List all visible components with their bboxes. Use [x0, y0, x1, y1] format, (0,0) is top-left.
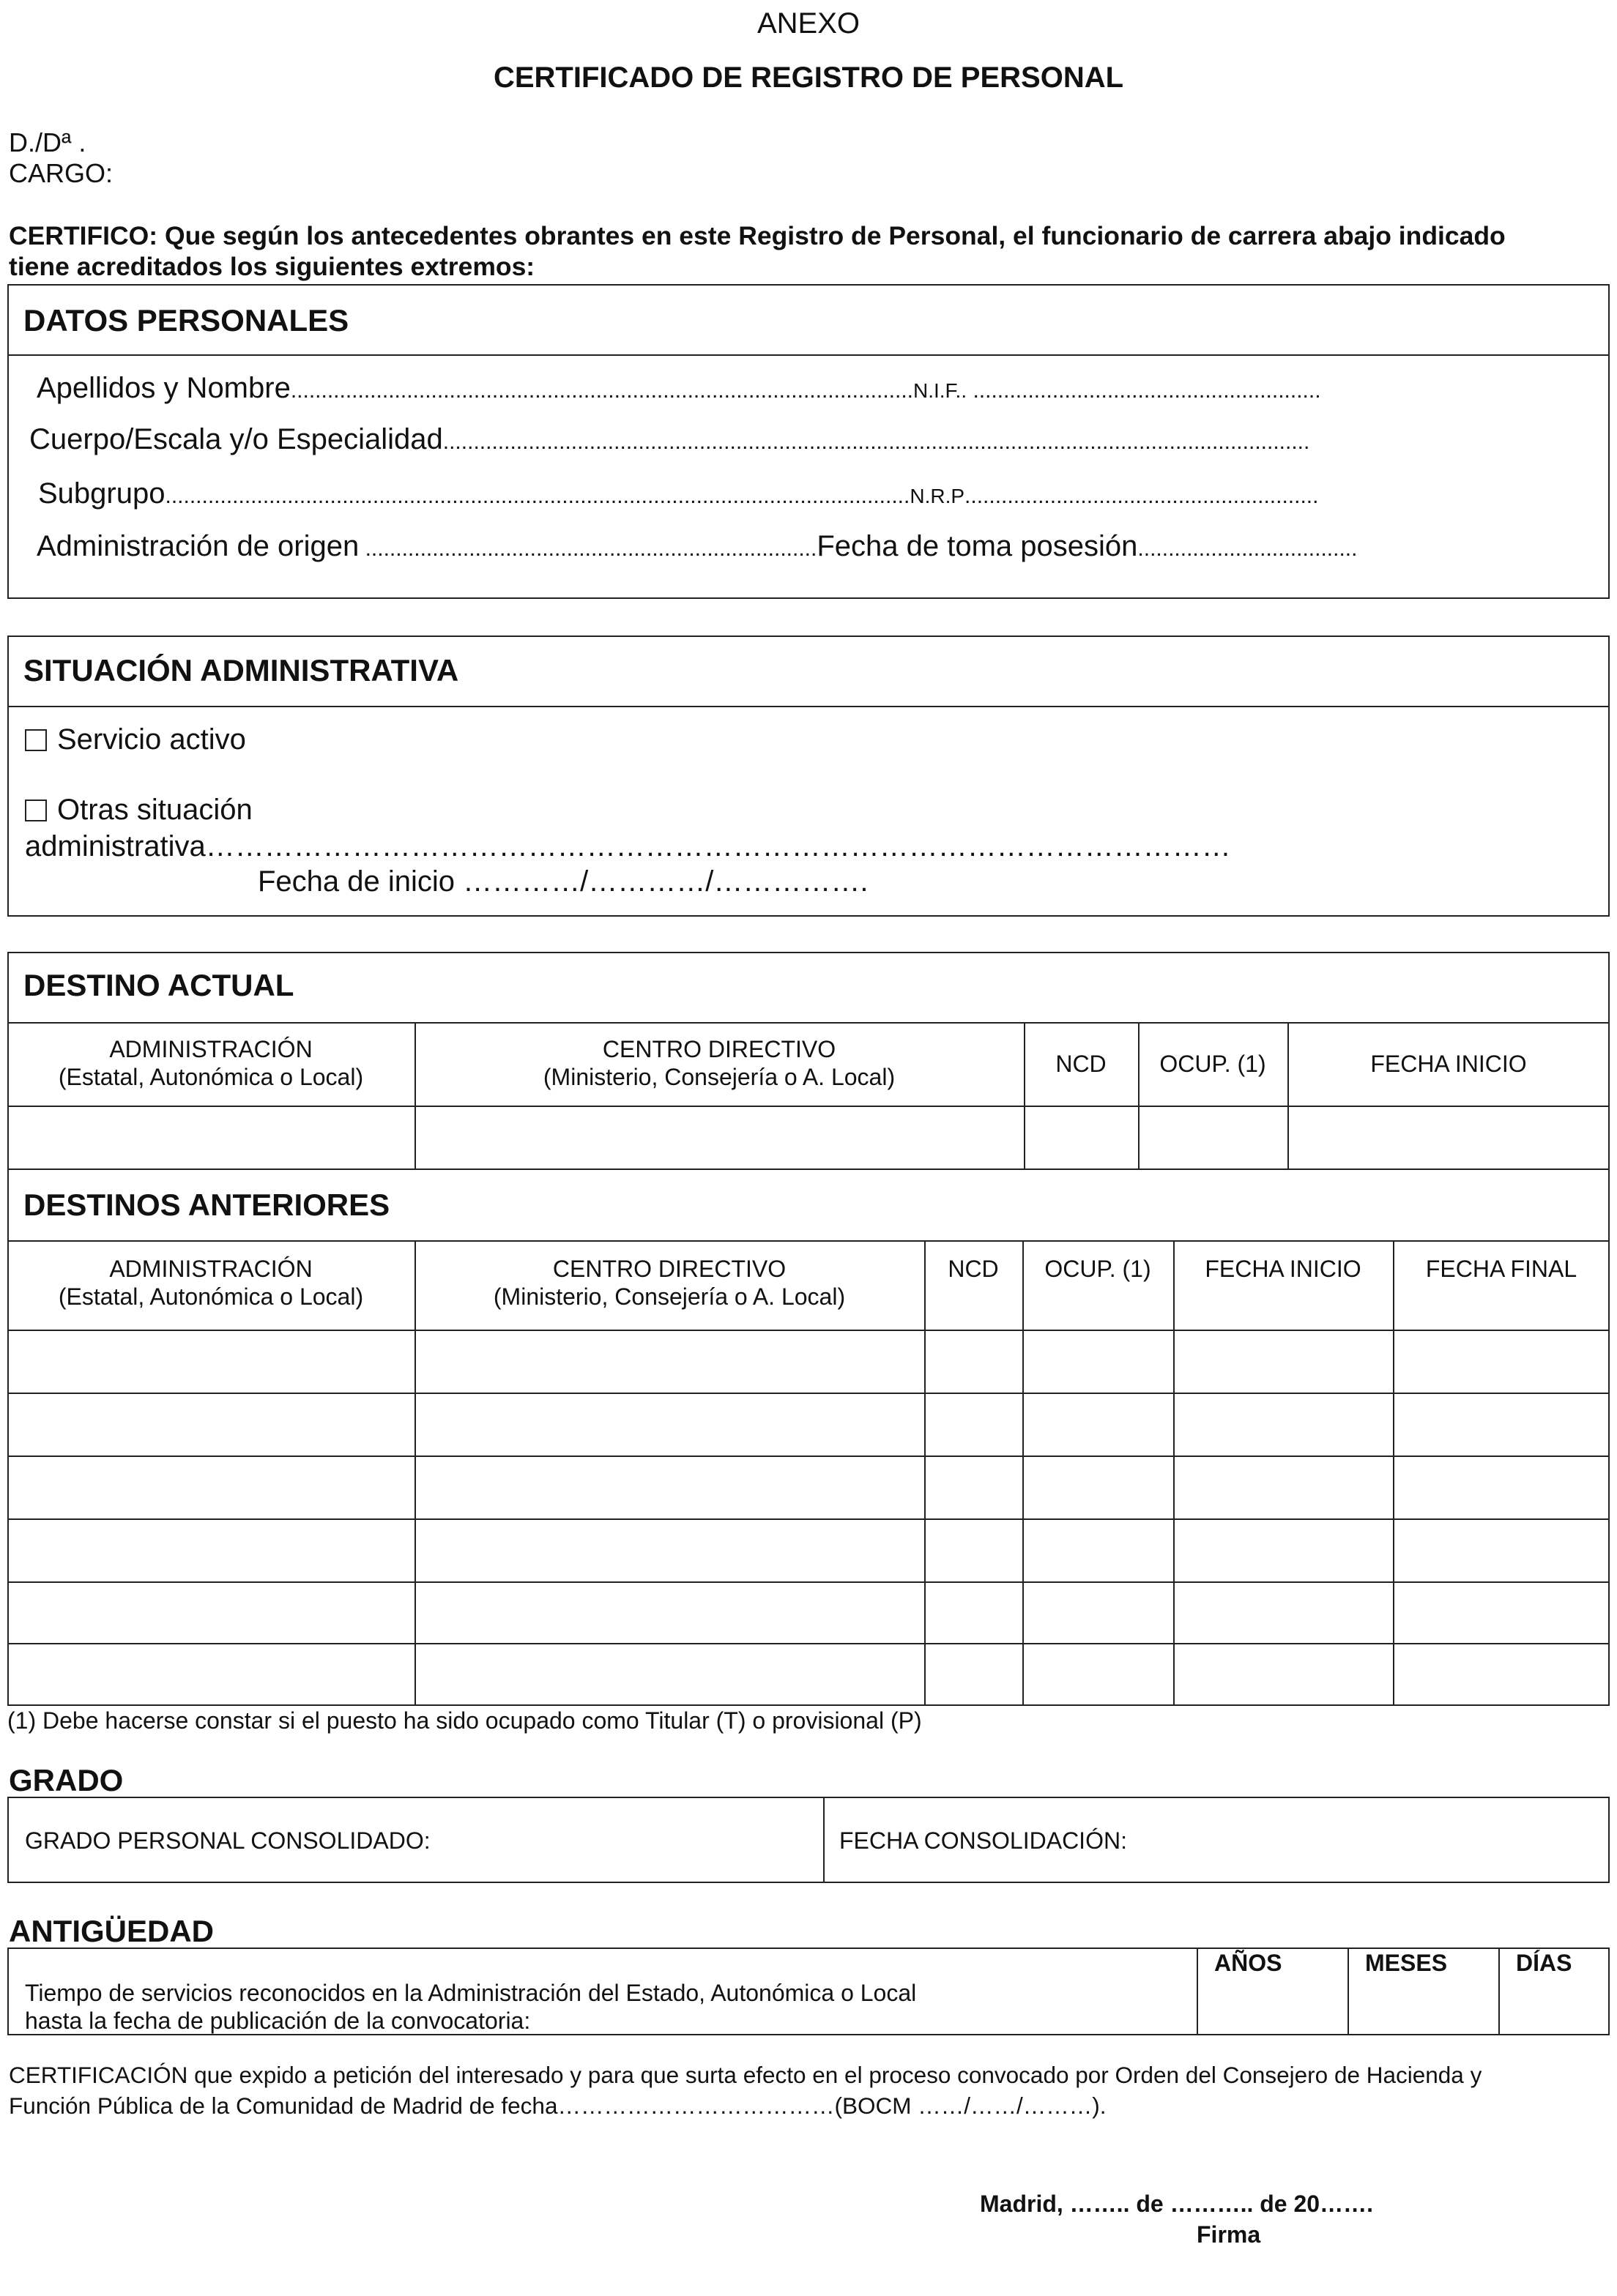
- apellidos-label: Apellidos y Nombre: [37, 372, 291, 404]
- destinos-anteriores-col-2: [924, 1240, 926, 1706]
- apellidos-row: [37, 372, 1321, 405]
- servicio-activo-option[interactable]: [25, 723, 246, 756]
- certificacion-line-1: CERTIFICACIÓN que expido a petición del interesado y para que surta efecto en el proceso convocado por Orden del Consejero de Hacienda y: [9, 2062, 1482, 2088]
- fecha-toma-field[interactable]: ....................................: [1137, 537, 1358, 561]
- destinos-anteriores-box: [7, 1168, 1610, 1706]
- otras-situacion-label: Otras situación: [57, 794, 253, 826]
- nrp-label: N.R.P: [910, 485, 965, 507]
- firma-label: Firma: [1197, 2221, 1261, 2248]
- document-title: CERTIFICADO DE REGISTRO DE PERSONAL: [493, 61, 1124, 94]
- cargo-label: CARGO:: [9, 158, 114, 188]
- destinos-anteriores-header-ncd: NCD: [948, 1256, 999, 1282]
- datos-personales-title: DATOS PERSONALES: [23, 303, 349, 338]
- fecha-inicio-situacion[interactable]: Fecha de inicio …………/…………/…………….: [258, 865, 869, 898]
- dd-label: D./Dª .: [9, 127, 86, 157]
- destinos-anteriores-row-line-4: [7, 1581, 1610, 1583]
- administrativa-field[interactable]: ……………………………………………………………………………………………: [205, 830, 1231, 862]
- subgrupo-label: Subgrupo: [38, 477, 166, 510]
- otras-situacion-checkbox[interactable]: [25, 800, 47, 821]
- antiguedad-title: ANTIGÜEDAD: [9, 1914, 214, 1948]
- fecha-toma-label: Fecha de toma posesión: [817, 530, 1138, 562]
- certifico-line-1: CERTIFICO: Que según los antecedentes obrantes en este Registro de Personal, el funcionario de carrera abajo indicado: [9, 221, 1506, 250]
- nif-label: N.I.F..: [913, 379, 967, 402]
- destinos-anteriores-col-4: [1173, 1240, 1175, 1706]
- destino-actual-col-3: [1138, 1022, 1140, 1170]
- cuerpo-label: Cuerpo/Escala y/o Especialidad: [29, 423, 443, 455]
- destino-actual-header-ncd: NCD: [1055, 1051, 1107, 1077]
- grado-title: GRADO: [9, 1763, 124, 1797]
- administracion-field[interactable]: ..........................................................................: [359, 537, 817, 561]
- destino-actual-header-admin: ADMINISTRACIÓN (Estatal, Autonómica o Local): [58, 1036, 364, 1090]
- destinos-anteriores-row-line-1: [7, 1393, 1610, 1394]
- fecha-consolidacion-label: FECHA CONSOLIDACIÓN:: [839, 1827, 1127, 1854]
- subgrupo-row: [38, 477, 1318, 510]
- destinos-anteriores-row-line-2: [7, 1456, 1610, 1457]
- anexo-heading: ANEXO: [757, 7, 860, 40]
- destinos-anteriores-divider-2: [7, 1330, 1610, 1331]
- destinos-anteriores-header-fecha-final: FECHA FINAL: [1425, 1256, 1577, 1282]
- otras-situacion-option[interactable]: [25, 794, 253, 827]
- grado-col-divider: [823, 1797, 825, 1883]
- destinos-anteriores-header-fecha-inicio: FECHA INICIO: [1205, 1256, 1361, 1282]
- antiguedad-text-1: Tiempo de servicios reconocidos en la Administración del Estado, Autonómica o Local: [25, 1980, 917, 2006]
- certifico-line-2: tiene acreditados los siguientes extremos:: [9, 252, 535, 281]
- situacion-divider: [7, 706, 1610, 707]
- nif-field[interactable]: .........................................................: [967, 379, 1321, 403]
- certificacion-line-2: Función Pública de la Comunidad de Madrid de fecha………………………………(BOCM ……/……/………).: [9, 2092, 1107, 2119]
- destino-actual-col-4: [1287, 1022, 1289, 1170]
- apellidos-field[interactable]: ......................................................................................................: [290, 379, 913, 403]
- antiguedad-header-meses: MESES: [1365, 1950, 1448, 1976]
- destino-actual-header-ocup: OCUP. (1): [1159, 1051, 1266, 1077]
- subgrupo-field[interactable]: ..........................................................................................................................: [165, 484, 910, 508]
- destinos-anteriores-header-admin: ADMINISTRACIÓN (Estatal, Autonómica o Local): [58, 1256, 364, 1310]
- administracion-row: [37, 530, 1357, 563]
- destinos-anteriores-header-centro: CENTRO DIRECTIVO (Ministerio, Consejería o A. Local): [493, 1256, 846, 1310]
- servicio-activo-label: Servicio activo: [57, 723, 246, 756]
- destinos-anteriores-row-line-5: [7, 1643, 1610, 1644]
- administracion-label: Administración de origen: [37, 530, 360, 562]
- antiguedad-header-anos: AÑOS: [1214, 1950, 1282, 1976]
- grado-personal-label: GRADO PERSONAL CONSOLIDADO:: [25, 1827, 431, 1854]
- ocupacion-footnote: (1) Debe hacerse constar si el puesto ha sido ocupado como Titular (T) o provisional (P): [7, 1707, 922, 1734]
- destino-actual-title: DESTINO ACTUAL: [23, 968, 294, 1002]
- firma-lugar-fecha: Madrid, …….. de ……….. de 20…….: [980, 2191, 1373, 2217]
- administrativa-row: [25, 830, 1231, 863]
- destino-actual-header-fecha: FECHA INICIO: [1370, 1051, 1527, 1077]
- destino-actual-divider-2: [7, 1106, 1610, 1107]
- destinos-anteriores-col-3: [1022, 1240, 1024, 1706]
- destinos-anteriores-header-ocup: OCUP. (1): [1044, 1256, 1151, 1282]
- servicio-activo-checkbox[interactable]: [25, 729, 47, 751]
- destinos-anteriores-title: DESTINOS ANTERIORES: [23, 1188, 390, 1222]
- situacion-title: SITUACIÓN ADMINISTRATIVA: [23, 653, 459, 687]
- datos-personales-divider: [7, 354, 1610, 356]
- nrp-field[interactable]: ..........................................................: [964, 484, 1319, 508]
- cuerpo-field[interactable]: ..............................................................................................................................................: [442, 430, 1310, 454]
- destinos-anteriores-row-line-3: [7, 1518, 1610, 1520]
- destino-actual-col-2: [1024, 1022, 1025, 1170]
- destino-actual-divider-1: [7, 1022, 1610, 1024]
- antiguedad-text-2: hasta la fecha de publicación de la convocatoria:: [25, 2008, 531, 2034]
- cuerpo-row: [29, 423, 1309, 456]
- antiguedad-header-dias: DÍAS: [1516, 1950, 1572, 1976]
- administrativa-label: administrativa: [25, 830, 206, 862]
- destinos-anteriores-col-5: [1393, 1240, 1394, 1706]
- destinos-anteriores-divider-1: [7, 1240, 1610, 1242]
- destino-actual-header-centro: CENTRO DIRECTIVO (Ministerio, Consejería o A. Local): [543, 1036, 896, 1090]
